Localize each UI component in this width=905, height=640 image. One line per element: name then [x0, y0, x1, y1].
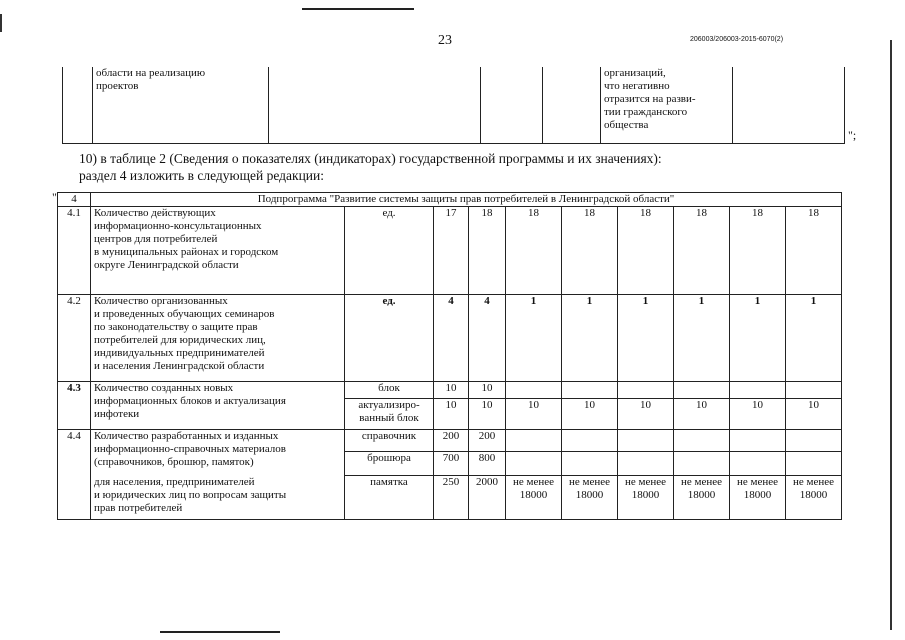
value-cell [674, 452, 730, 476]
value-cell: 1 [674, 295, 730, 382]
value-cell: не менее 18000 [674, 476, 730, 520]
indicator-name: Количество разработанных и изданных информационно-справочных материалов (справочников, брошюр, памяток) [91, 430, 345, 476]
value-cell: 10 [786, 399, 842, 430]
row-number: 4.2 [58, 295, 91, 382]
footer-rule [160, 631, 280, 633]
value-cell: 1 [562, 295, 618, 382]
paragraph-line-1: 10) в таблице 2 (Сведения о показателях (индикаторах) государственной программы и их значениях): [79, 151, 662, 166]
section-number: 4 [58, 193, 91, 207]
value-cell: 1 [730, 295, 786, 382]
closing-quote: "; [848, 128, 857, 142]
value-cell [786, 452, 842, 476]
section-row [58, 193, 842, 207]
table-row [58, 295, 842, 382]
header-rule [302, 8, 414, 10]
value-cell [562, 430, 618, 452]
value-cell: 10 [618, 399, 674, 430]
continuation-left-text: области на реализацию проектов [93, 67, 269, 143]
value-cell: 1 [786, 295, 842, 382]
row-number: 4.4 [58, 430, 91, 520]
value-cell [674, 430, 730, 452]
value-cell [730, 452, 786, 476]
paragraph-line-2: раздел 4 изложить в следующей редакции: [79, 168, 325, 183]
value-cell: 700 [434, 452, 469, 476]
value-cell [674, 382, 730, 399]
value-cell: 18 [674, 207, 730, 295]
value-cell [786, 430, 842, 452]
value-cell: 10 [730, 399, 786, 430]
value-cell: 1 [506, 295, 562, 382]
value-cell: не менее 18000 [562, 476, 618, 520]
continuation-cell [481, 67, 543, 143]
unit-cell: справочник [345, 430, 434, 452]
value-cell: 10 [506, 399, 562, 430]
value-cell: 18 [730, 207, 786, 295]
value-cell: 200 [434, 430, 469, 452]
value-cell: 4 [469, 295, 506, 382]
section-title: Подпрограмма "Развитие системы защиты прав потребителей в Ленинградской области" [91, 193, 842, 207]
continuation-cell [63, 67, 93, 143]
unit-cell: ед. [345, 207, 434, 295]
row-number: 4.3 [58, 382, 91, 430]
value-cell [618, 452, 674, 476]
value-cell [618, 430, 674, 452]
value-cell [618, 382, 674, 399]
value-cell [506, 382, 562, 399]
value-cell: не менее 18000 [730, 476, 786, 520]
unit-cell: актуализиро- ванный блок [345, 399, 434, 430]
value-cell [786, 382, 842, 399]
value-cell [506, 430, 562, 452]
value-cell: 18 [506, 207, 562, 295]
value-cell: не менее 18000 [618, 476, 674, 520]
value-cell [730, 430, 786, 452]
value-cell: 10 [469, 382, 506, 399]
value-cell: 17 [434, 207, 469, 295]
scan-edge-left [0, 14, 2, 32]
value-cell: 200 [469, 430, 506, 452]
value-cell: 18 [469, 207, 506, 295]
value-cell: не менее 18000 [786, 476, 842, 520]
continuation-cell [543, 67, 601, 143]
value-cell: 18 [618, 207, 674, 295]
value-cell: 10 [434, 399, 469, 430]
unit-cell: памятка [345, 476, 434, 520]
continuation-table [62, 67, 845, 144]
continuation-cell [733, 67, 845, 143]
opening-quote: " [52, 190, 57, 204]
table-row [58, 430, 842, 452]
value-cell [562, 452, 618, 476]
table-row [58, 207, 842, 295]
value-cell [506, 452, 562, 476]
value-cell: 10 [562, 399, 618, 430]
unit-cell: ед. [345, 295, 434, 382]
continuation-right-text: организаций, что негативно отразится на разви- тии гражданского общества [601, 67, 733, 143]
page-number: 23 [438, 33, 452, 48]
table-row [58, 382, 842, 399]
value-cell: 10 [434, 382, 469, 399]
value-cell: 800 [469, 452, 506, 476]
scan-edge-right [890, 40, 892, 630]
indicators-table [57, 192, 842, 520]
value-cell: 18 [562, 207, 618, 295]
unit-cell: брошюра [345, 452, 434, 476]
table-row [58, 476, 842, 520]
value-cell: 2000 [469, 476, 506, 520]
indicator-name: Количество созданных новых информационных блоков и актуализация инфотеки [91, 382, 345, 430]
indicator-name-continued: для населения, предпринимателей и юридических лиц по вопросам защиты прав потребителей [91, 476, 345, 520]
indicator-name: Количество организованных и проведенных обучающих семинаров по законодательству о защите прав потребителей для юридических лиц, индивидуальных предпринимателей и населения Ленинградской области [91, 295, 345, 382]
row-number: 4.1 [58, 207, 91, 295]
value-cell: 1 [618, 295, 674, 382]
continuation-cell [269, 67, 481, 143]
value-cell: 10 [674, 399, 730, 430]
indicator-name: Количество действующих информационно-консультационных центров для потребителей в муниципальных районах и городском округе Ленинградской области [91, 207, 345, 295]
document-code: 206003/206003-2015-6070(2) [690, 36, 784, 43]
unit-cell: блок [345, 382, 434, 399]
value-cell: 4 [434, 295, 469, 382]
value-cell: 18 [786, 207, 842, 295]
value-cell: 250 [434, 476, 469, 520]
value-cell [562, 382, 618, 399]
value-cell: 10 [469, 399, 506, 430]
value-cell [730, 382, 786, 399]
value-cell: не менее 18000 [506, 476, 562, 520]
